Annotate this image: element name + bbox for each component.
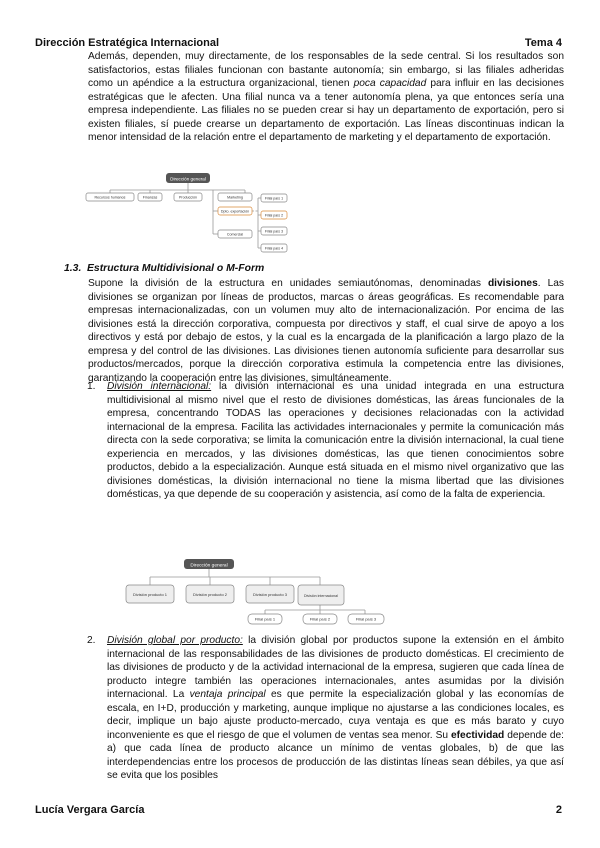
section-bold-term: divisiones	[487, 278, 538, 289]
d1-label-rrhh: Recursos humanos	[94, 195, 126, 200]
d2-label-div-3: División producto 3	[252, 592, 288, 597]
item2-bold-term: efectividad	[451, 729, 505, 741]
d1-label-finanzas: Finanzas	[142, 195, 158, 200]
d1-label-filial-3: Filial país 3	[264, 229, 284, 234]
org-chart-division-internacional	[120, 557, 390, 629]
intro-emphasis: poca capacidad	[353, 78, 427, 90]
list-number-2: 2.	[87, 635, 96, 646]
section-heading	[64, 263, 264, 274]
list-item-division-global-producto	[87, 634, 565, 783]
intro-paragraph	[88, 50, 564, 145]
d2-label-div-int: División internacional	[304, 594, 338, 598]
section-number: 1.3.	[64, 263, 82, 274]
d2-label-div-2: División producto 2	[192, 592, 228, 597]
d1-label-export: Dpto. exportación	[220, 209, 250, 214]
section-text-c: . Las divisiones se organizan por líneas de productos, marcas o áreas geográficas. Es recomendable para empresas internacionalizadas, con un volumen muy alto de internacionalización. Por encima de las divisiones está la dirección corporativa, compuesta por directivos y staff, el cual sirve de apoyo a los directivos y está por debajo de estos, y la cual es la encargada de la planificación a largo plazo de la empresa y del control de las divisiones. Las divisiones tienen autonomía suficiente para desarrollar sus productos/mercados, porque la dirección corporativa estimula la competencia entre las divisiones, garantizando la cooperación entre las divisiones, simultáneamente.	[88, 278, 564, 384]
page-footer	[35, 804, 562, 818]
item2-text-3: es que permite la especialización global y las economías de escala, en I+D, producción y marketing, aunque implique no ajustarse a las condiciones locales, es decir, implique un bajo ajuste producto-mercado, cuya ventaja es que es más barato y cuyo inconveniente es que el riesgo de que el volumen de ventas sea menor. Su	[107, 689, 565, 741]
item1-text: la división internacional es una unidad integrada en una estructura multidivisional al mismo nivel que el resto de divisiones domésticas, las áreas funcionales de la empresa, concentrando TODAS las operaciones y decisiones relacionadas con la actividad internacional de la empresa. Facilita las actividades internacionales y permite la comunicación más directa con la sede corporativa; se limita la comunicación entre la división internacional, la cual tiene experiencia en mercados, y las divisiones domésticas, las que tienen conocimientos sobre productos, debido a la especialización. Aunque está situada en el mismo nivel organizativo que las divisiones domésticas, la división internacional no tiene la misma libertad que las divisiones domésticas, ya que depende de su cooperación y asistencia, así como de la falta de experiencia.	[107, 381, 564, 501]
d1-label-filial-2: Filial país 2	[264, 213, 284, 218]
item2-title: División global por producto:	[107, 635, 243, 646]
d1-label-filial-1: Filial país 1	[264, 196, 284, 201]
list-number-1: 1.	[87, 381, 96, 392]
item1-title: División internacional:	[107, 381, 212, 392]
d1-label-comercial: Comercial	[226, 232, 244, 237]
list-item-division-internacional	[87, 380, 564, 502]
org-chart-exportacion	[80, 170, 310, 260]
d1-top-label: Dirección general	[170, 176, 206, 182]
item2-emphasis: ventaja principal	[189, 689, 266, 701]
section-paragraph	[88, 277, 564, 385]
intro-text-a: Además, dependen, muy directamente, de los responsables de la sede central. Si los resultados son satisfactorios, estas filiales funcionan con bastante autonomía; sin embargo, si las filiales adheridas como un apéndice a la estructura organizacional, tienen	[88, 51, 564, 90]
d1-label-marketing: Marketing	[227, 195, 243, 200]
d2-label-div-1: División producto 1	[132, 592, 168, 597]
section-title: Estructura Multidivisional o M-Form	[87, 263, 265, 274]
d2-label-filial-2: Filial país 2	[309, 616, 331, 622]
header-course-title: Dirección Estratégica Internacional	[35, 37, 220, 49]
d1-label-filial-4: Filial país 4	[264, 246, 284, 251]
section-text-a: Supone la división de la estructura en unidades semiautónomas, denominadas	[88, 278, 488, 289]
footer-author: Lucía Vergara García	[35, 804, 145, 816]
item2-text-1: la división global por productos supone la extensión en el ámbito internacional de las responsabilidades de las divisiones de producto domésticas. El crecimiento de las divisiones de producto y de la actividad internacional de la empresa, sugieren que cada línea de producto integre también las operaciones internacionales, antes asumidas por la división internacional. La	[107, 635, 564, 701]
intro-text-b: para influir en las decisiones estratégicas que le afecten. Una filial nunca va a tener autonomía plena, ya que entonces sería una empresa independiente. Las filiales no se pueden crear si hay un departamento de exportación, pero si existen filiales, sí puede crearse un departamento de exportación. Las líneas discontinuas indican la menor intensidad de la relación entre el departamento de marketing y el departamento de exportación.	[88, 78, 564, 144]
item2-text-5: depende de: a) que cada línea de producto alcance un mínimo de ventas globales, b) de que las interdependencias entre los procesos de producción de las distintas líneas sean débiles, ya que así se evita que los posibles	[107, 729, 564, 782]
header-topic: Tema 4	[524, 37, 562, 49]
d2-label-filial-3: Filial país 3	[355, 616, 377, 622]
page-number: 2	[555, 804, 562, 816]
d2-top-label: Dirección general	[190, 563, 228, 569]
d2-label-filial-1: Filial país 1	[254, 616, 276, 622]
d1-label-produccion: Producción	[179, 195, 197, 200]
page-header	[35, 37, 562, 51]
